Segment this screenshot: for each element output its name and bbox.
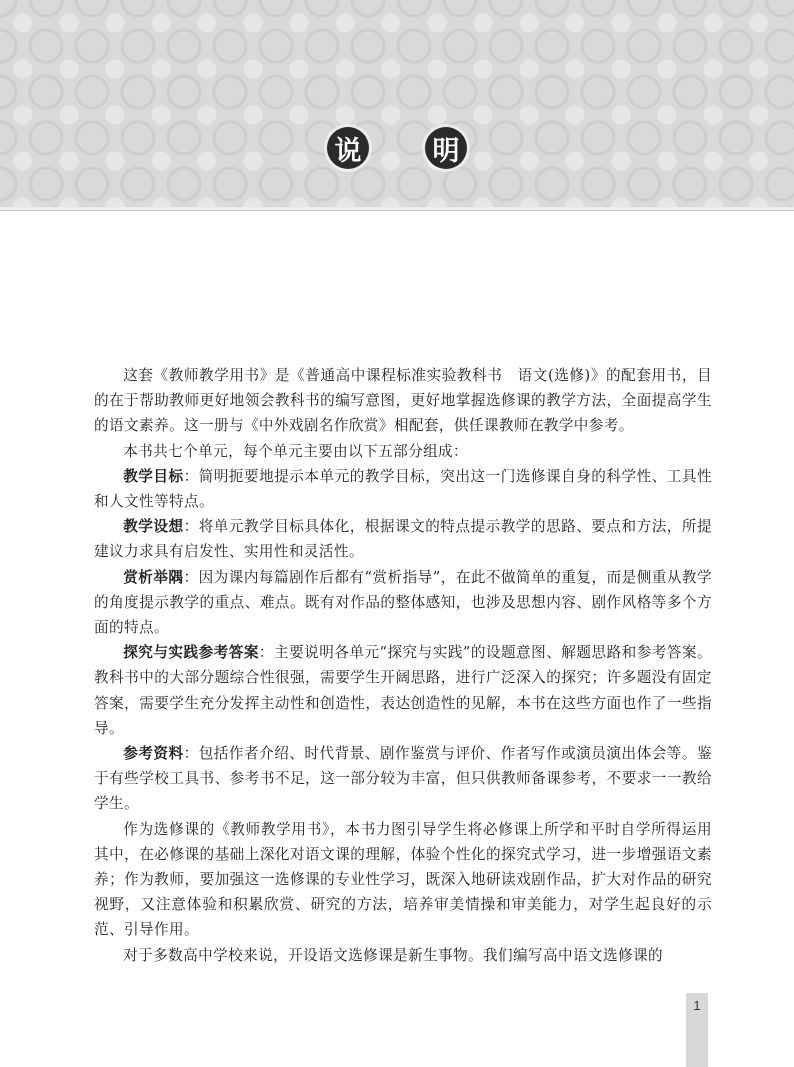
header-pattern-band: [0, 0, 794, 207]
paragraph-text: 本书共七个单元，每个单元主要由以下五部分组成：: [123, 442, 469, 460]
paragraph-appreciation: [94, 565, 712, 641]
paragraph-lead: 探究与实践参考答案: [123, 644, 259, 662]
paragraph-answers: [94, 640, 712, 741]
paragraph-teaching-goals: [94, 464, 712, 514]
paragraph-text: ：主要说明各单元“探究与实践”的设题意图、解题思路和参考答案。教科书中的大部分题综合性很强，需要学生开阔思路，进行广泛深入的探究；许多题没有固定答案，需要学生充分发挥主动性和创造性，表达创造性的见解，本书在这些方面也作了一些指导。: [94, 644, 712, 737]
paragraph-purpose: [94, 817, 712, 943]
page-title: [0, 127, 794, 169]
body-text: [94, 363, 712, 968]
header-divider: [0, 207, 794, 211]
paragraph-text: ：将单元教学目标具体化，根据课文的特点提示教学的思路、要点和方法，所提建议力求具有启发性、实用性和灵活性。: [94, 518, 712, 561]
paragraph-text: ：因为课内每篇剧作后都有“赏析指导”，在此不做简单的重复，而是侧重从教学的角度提示教学的重点、难点。既有对作品的整体感知，也涉及思想内容、剧作风格等多个方面的特点。: [94, 568, 713, 637]
paragraph-lead: 教学目标: [123, 467, 184, 485]
paragraph-text: 对于多数高中学校来说，开设语文选修课是新生事物。我们编写高中语文选修课的: [123, 946, 663, 964]
paragraph-teaching-plan: [94, 514, 712, 564]
paragraph-text: ：简明扼要地提示本单元的教学目标，突出这一门选修课自身的科学性、工具性和人文性等特点。: [94, 467, 712, 511]
paragraph-lead: 参考资料: [123, 745, 184, 763]
paragraph-lead: 教学设想: [123, 518, 184, 536]
paragraph-text: 这套《教师教学用书》是《普通高中课程标准实验教科书 语文(选修)》的配套用书，目的在于帮助教师更好地领会教科书的编写意图，更好地掌握选修课的教学方法，全面提高学生的语文素养。这一册与《中外戏剧名作欣赏》相配套，供任课教师在教学中参考。: [94, 367, 712, 435]
paragraph-references: [94, 741, 712, 817]
paragraph-lead: 赏析举隅: [123, 568, 184, 586]
title-char-1: 说: [327, 127, 369, 169]
title-char-2: 明: [425, 127, 467, 169]
paragraph-closing: [94, 943, 712, 968]
paragraph-structure: [94, 439, 712, 464]
paragraph-text: 作为选修课的《教师教学用书》，本书力图引导学生将必修课上所学和平时自学所得运用其中，在必修课的基础上深化对语文课的理解，体验个性化的探究式学习，进一步增强语文素养；作为教师，要加强这一选修课的专业性学习，既深入地研读戏剧作品，扩大对作品的研究视野，又注意体验和积累欣赏、研究的方法，培养审美情操和审美能力，对学生起良好的示范、引导作用。: [94, 820, 712, 939]
paragraph-text: ：包括作者介绍、时代背景、剧作鉴赏与评价、作者写作或演员演出体会等。鉴于有些学校工具书、参考书不足，这一部分较为丰富，但只供教师备课参考，不要求一一教给学生。: [94, 745, 712, 813]
paragraph-intro: [94, 363, 712, 439]
page-number: 1: [693, 998, 701, 1013]
